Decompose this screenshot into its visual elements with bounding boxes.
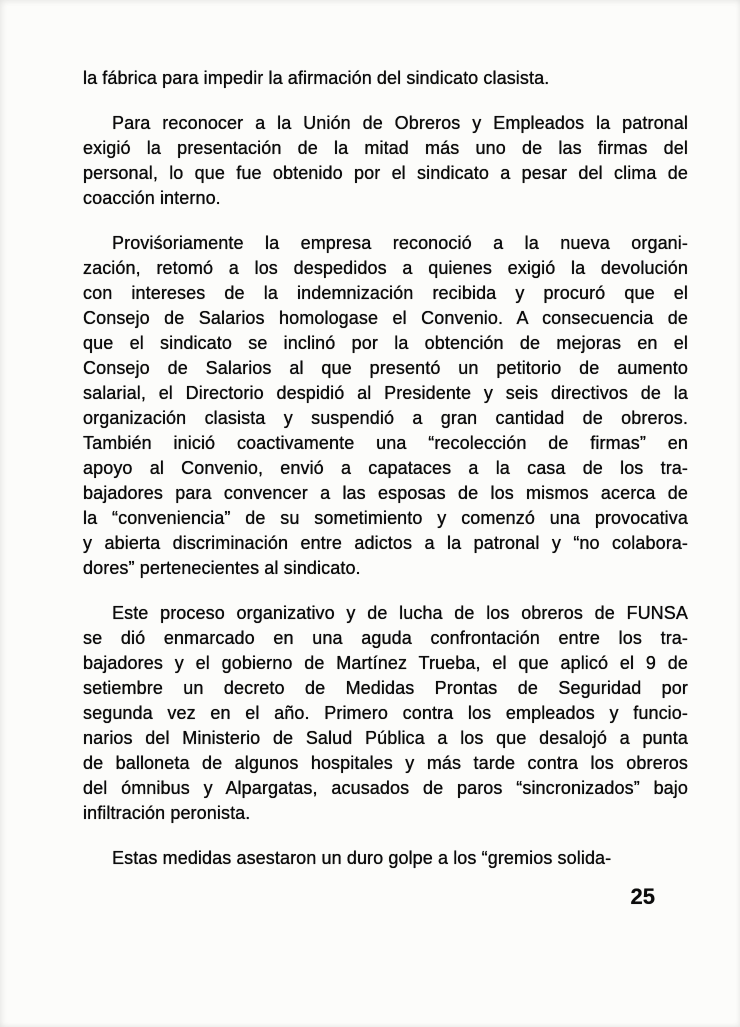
paragraph [83,601,688,826]
paragraph [83,846,688,871]
text-line: bajadores para convencer a las esposas de los mismos acerca de [83,483,688,503]
text-line: segunda vez en el año. Primero contra los empleados y funcio- [83,703,688,723]
text-line: exigió la presentación de la mitad más uno de las firmas del [83,138,688,158]
page-body [83,66,688,891]
text-line: Este proceso organizativo y de lucha de los obreros de FUNSA [112,603,688,623]
text-line: del ómnibus y Alpargatas, acusados de paros “sincronizados” bajo [83,778,688,798]
text-line: También inició coactivamente una “recolección de firmas” en [83,433,688,453]
paragraph [83,66,688,91]
text-line: se dió enmarcado en una aguda confrontación entre los tra- [83,628,688,648]
text-line: Consejo de Salarios homologase el Convenio. A consecuencia de [83,308,688,328]
text-line: narios del Ministerio de Salud Pública a los que desalojó a punta [83,728,688,748]
text-line: la “conveniencia” de su sometimiento y comenzó una provocativa [83,508,688,528]
text-line: setiembre un decreto de Medidas Prontas de Seguridad por [83,678,688,698]
paragraph [83,231,688,581]
text-line: que el sindicato se inclinó por la obtención de mejoras en el [83,333,688,353]
text-line: bajadores y el gobierno de Martínez Trueba, el que aplicó el 9 de [83,653,688,673]
text-line: zación, retomó a los despedidos a quienes exigió la devolución [83,258,688,278]
text-line: la fábrica para impedir la afirmación del sindicato clasista. [83,68,550,88]
page-number: 25 [630,884,655,909]
text-line: Proviśoriamente la empresa reconoció a la nueva organi- [112,233,688,253]
text-line: organización clasista y suspendió a gran cantidad de obreros. [83,408,688,428]
text-line: infiltración peronista. [83,803,251,823]
text-line: Consejo de Salarios al que presentó un petitorio de aumento [83,358,688,378]
paragraph [83,111,688,211]
text-line: con intereses de la indemnización recibida y procuró que el [83,283,688,303]
text-line: Estas medidas asestaron un duro golpe a los “gremios solida- [112,848,612,868]
text-line: coacción interno. [83,188,221,208]
text-line: personal, lo que fue obtenido por el sindicato a pesar del clima de [83,163,688,183]
text-line: salarial, el Directorio despidió al Presidente y seis directivos de la [83,383,688,403]
text-line: dores” pertenecientes al sindicato. [83,558,361,578]
text-line: Para reconocer a la Unión de Obreros y Empleados la patronal [112,113,688,133]
text-line: y abierta discriminación entre adictos a la patronal y “no colabora- [83,533,688,553]
text-line: de balloneta de algunos hospitales y más tarde contra los obreros [83,753,688,773]
text-line: apoyo al Convenio, envió a capataces a la casa de los tra- [83,458,688,478]
